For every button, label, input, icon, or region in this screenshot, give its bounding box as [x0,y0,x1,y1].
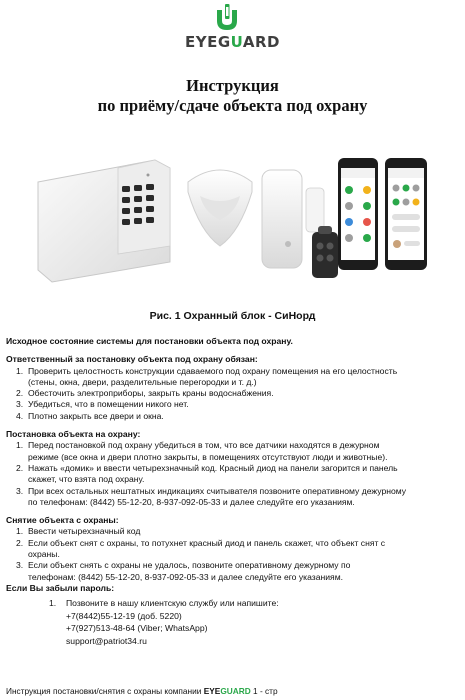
responsible-heading: Ответственный за постановку объекта под охрану обязан: [6,354,258,365]
list-item: 2. Если объект снят с охраны, то потухнет красный диод и панель скажет, что объект снят с охраны. [16,537,386,560]
list-item: 1. Проверить целостность конструкции сдаваемого под охрану помещения на его целостность (стены, окна, двери, разделительные перегородки и т. д.) [16,365,398,387]
contact-messenger: +7(927)513-48-64 (Viber; WhatsApp) [66,623,208,634]
motion-sensor [188,170,252,246]
key-fob [312,226,338,278]
list-item: 3. Убедиться, что в помещении никого нет. [16,399,189,410]
instruction-body [6,336,456,647]
list-item: 3. Если объект снять с охраны не удалось, позвоните оперативному дежурному по телефонам: (8442) 55-12-20, 8-937-092-05-33 и далее следуйте его указаниям. [16,560,351,582]
title-line-2: по приёму/сдаче объекта под охрану [97,96,368,115]
list-item: 1. Ввести четырехзначный код [16,526,141,537]
list-item: 2. Нажать «домик» и ввести четырехзначный код. Красный диод на панели загорится и панель скажет, что взята под охрану. [16,462,398,485]
contact-email: support@patriot34.ru [66,635,147,646]
intro-heading: Исходное состояние системы для постановки объекта под охрану. [6,336,293,346]
page-footer: Инструкция постановки/снятия с охраны компании EYEGUARD 1 - стр [6,686,278,696]
brand-logo [0,4,465,54]
arming-heading: Постановка объекта на охрану: [6,429,141,440]
list-item: 4. Плотно закрыть все двери и окна. [16,410,164,421]
responsible-list [6,366,456,422]
list-item: 1. Позвоните в нашу клиентскую службу или напишите: [49,598,279,609]
figure-caption: Рис. 1 Охранный блок - СиНорд [149,310,316,322]
title-line-1: Инструкция [186,76,279,95]
contact-phone: +7(8442)55-12-19 (доб. 5220) [66,610,182,621]
forgot-heading: Если Вы забыли пароль: [6,582,115,593]
disarming-heading: Снятие объекта с охраны: [6,515,119,526]
control-panel [38,160,170,282]
security-kit-image [30,150,435,290]
brand-name: EYEGUARD [184,33,280,51]
list-item: 3. При всех остальных нештатных индикациях считывателя позвоните оперативному дежурному по телефонам: (8442) 55-12-20, 8-937-092-05-33 и далее следуйте его указаниям. [16,485,407,507]
list-item: 2. Обесточить электроприборы, закрыть краны водоснабжения. [16,388,274,399]
arming-list [6,440,456,508]
forgot-list [6,598,456,609]
document-title [0,76,465,116]
smartphone-app [338,158,378,270]
smartphone-app [385,158,427,270]
disarming-list [6,526,456,582]
eyeguard-logo-icon [212,4,242,32]
list-item: 1. Перед постановкой под охрану убедиться в том, что все датчики находятся в дежурном режиме (все окна и двери плотно закрыты, в помещениях отсутствуют люди и животные). [16,440,388,462]
